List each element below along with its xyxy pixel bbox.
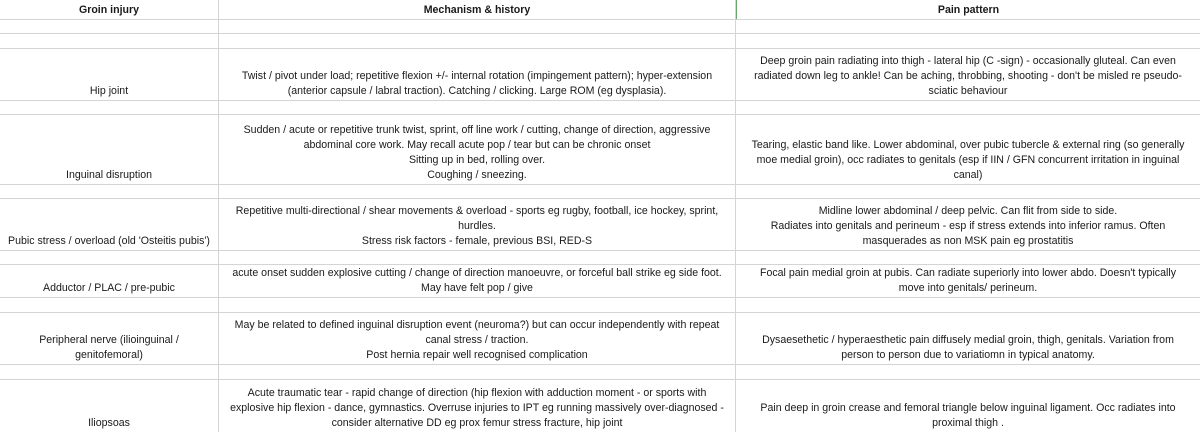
empty-cell[interactable]	[219, 34, 736, 48]
mechanism-line: explosive hip flexion - dance, gymnastics. Overruse injuries to IPT eg running massively over-diagnosed -	[230, 402, 724, 414]
mechanism-line: May be related to defined inguinal disruption event (neuroma?) but can occur independently with repeat	[234, 319, 720, 331]
pain-line: Radiates into genitals and perineum - esp if stress extends into inferior ramus. Often	[770, 220, 1166, 232]
table-row-pubic-stress[interactable]	[0, 199, 1200, 251]
empty-cell[interactable]	[736, 298, 1200, 312]
empty-cell[interactable]	[219, 20, 736, 33]
pain-cell[interactable]	[736, 115, 1200, 184]
table-row-adductor[interactable]	[0, 265, 1200, 298]
injury-cell[interactable]	[0, 313, 219, 364]
pain-line: Tearing, elastic band like. Lower abdominal, over pubic tubercle & external ring (so generally	[751, 139, 1185, 151]
pain-line: Focal pain medial groin at pubis. Can radiate superiorly into lower abdo. Doesn't typically	[760, 267, 1176, 279]
mechanism-line: Repetitive multi-directional / shear movements & overload - sports eg rugby, football, ice hockey, sprint,	[235, 205, 719, 217]
pain-line: person to person due to variatiomn in typical anatomy.	[841, 349, 1095, 361]
injury-name-line: Peripheral nerve (ilioinguinal /	[39, 334, 179, 346]
empty-cell[interactable]	[219, 185, 736, 198]
pain-line: radiated down leg to ankle! Can be aching, throbbing, shooting - don't be misled re pseudo-	[754, 70, 1182, 82]
pain-line: moe medial groin), occ radiates to genitals (esp if IIN / GFN concurrent irritation in inguinal	[756, 154, 1180, 166]
pain-cell[interactable]	[736, 313, 1200, 364]
injury-cell[interactable]	[0, 265, 219, 297]
mechanism-line: Twist / pivot under load; repetitive flexion +/- internal rotation (impingement pattern); hyper-extension	[241, 70, 713, 82]
mechanism-line: Acute traumatic tear - rapid change of direction (hip flexion with adduction moment - or sports with	[247, 387, 707, 399]
mechanism-line: Coughing / sneezing.	[427, 169, 527, 181]
mechanism-line: hurdles.	[458, 220, 496, 232]
injury-cell[interactable]	[0, 380, 219, 432]
empty-cell[interactable]	[0, 20, 219, 33]
pain-cell[interactable]	[736, 199, 1200, 250]
table-row-peripheral-nerve[interactable]	[0, 313, 1200, 365]
mechanism-line: abdominal core work. May recall acute pop / tear but can be chronic onset	[303, 139, 651, 151]
empty-cell[interactable]	[0, 251, 219, 264]
empty-cell[interactable]	[736, 185, 1200, 198]
mechanism-cell[interactable]	[219, 380, 736, 432]
mechanism-cell[interactable]	[219, 115, 736, 184]
empty-cell[interactable]	[0, 101, 219, 114]
empty-cell[interactable]	[219, 365, 736, 379]
mechanism-cell[interactable]	[219, 265, 736, 297]
table-row-inguinal-disruption[interactable]	[0, 115, 1200, 185]
pain-cell[interactable]	[736, 265, 1200, 297]
mechanism-cell[interactable]	[219, 49, 736, 100]
pain-line: sciatic behaviour	[928, 85, 1008, 97]
mechanism-line: Stress risk factors - female, previous BSI, RED-S	[361, 235, 593, 247]
mechanism-line: canal stress / traction.	[425, 334, 529, 346]
pain-cell[interactable]	[736, 49, 1200, 100]
empty-cell[interactable]	[736, 251, 1200, 264]
empty-cell[interactable]	[219, 101, 736, 114]
empty-cell[interactable]	[0, 298, 219, 312]
pain-line: Midline lower abdominal / deep pelvic. Can flit from side to side.	[818, 205, 1118, 217]
pain-line: proximal thigh .	[932, 417, 1004, 429]
pain-cell[interactable]	[736, 380, 1200, 432]
injury-name-line: genitofemoral)	[75, 349, 143, 361]
empty-cell[interactable]	[736, 34, 1200, 48]
empty-row[interactable]	[0, 34, 1200, 49]
pain-line: Pain deep in groin crease and femoral triangle below inguinal ligament. Occ radiates into	[760, 402, 1176, 414]
injury-name: Iliopsoas	[88, 417, 130, 429]
empty-row[interactable]	[0, 101, 1200, 115]
empty-cell[interactable]	[0, 365, 219, 379]
header-row	[0, 0, 1200, 20]
mechanism-line: (anterior capsule / labral traction). Catching / clicking. Large ROM (eg dysplasia).	[287, 85, 667, 97]
empty-cell[interactable]	[219, 298, 736, 312]
column-header-mechanism[interactable]: Mechanism & history	[219, 0, 736, 19]
table-row-hip-joint[interactable]	[0, 49, 1200, 101]
mechanism-line: consider alternative DD eg prox femur stress fracture, hip joint	[331, 417, 623, 429]
mechanism-line: Sitting up in bed, rolling over.	[408, 154, 546, 166]
injury-cell[interactable]	[0, 115, 219, 184]
empty-row[interactable]	[0, 20, 1200, 34]
injury-name: Pubic stress / overload (old 'Osteitis pubis')	[8, 235, 210, 247]
injury-name: Adductor / PLAC / pre-pubic	[43, 282, 175, 294]
empty-row[interactable]	[0, 365, 1200, 380]
column-header-groin-injury[interactable]: Groin injury	[0, 0, 219, 19]
pain-line: move into genitals/ perineum.	[898, 282, 1038, 294]
table-row-iliopsoas[interactable]	[0, 380, 1200, 432]
mechanism-cell[interactable]	[219, 313, 736, 364]
injury-cell[interactable]	[0, 199, 219, 250]
column-header-pain-pattern[interactable]: Pain pattern	[736, 0, 1200, 19]
mechanism-line: Sudden / acute or repetitive trunk twist, sprint, off line work / cutting, change of direction, aggressive	[243, 124, 711, 136]
pain-line: Deep groin pain radiating into thigh - lateral hip (C -sign) - occasionally gluteal. Can even	[760, 55, 1176, 67]
mechanism-line: May have felt pop / give	[421, 282, 533, 294]
empty-row[interactable]	[0, 185, 1200, 199]
empty-cell[interactable]	[736, 365, 1200, 379]
empty-row[interactable]	[0, 251, 1200, 265]
empty-cell[interactable]	[736, 101, 1200, 114]
pain-line: canal)	[953, 169, 983, 181]
mechanism-cell[interactable]	[219, 199, 736, 250]
empty-cell[interactable]	[736, 20, 1200, 33]
empty-row[interactable]	[0, 298, 1200, 313]
injury-cell[interactable]	[0, 49, 219, 100]
pain-line: Dysaesethetic / hyperaesthetic pain diffusely medial groin, thigh, genitals. Variation from	[762, 334, 1174, 346]
mechanism-line: acute onset sudden explosive cutting / change of direction manoeuvre, or forceful ball strike eg side foot.	[232, 267, 722, 279]
pain-line: masquerades as non MSK pain eg prostatitis	[862, 235, 1074, 247]
injury-name: Inguinal disruption	[66, 169, 152, 181]
mechanism-line: Post hernia repair well recognised complication	[366, 349, 588, 361]
injury-name: Hip joint	[89, 85, 129, 97]
empty-cell[interactable]	[0, 34, 219, 48]
empty-cell[interactable]	[0, 185, 219, 198]
empty-cell[interactable]	[219, 251, 736, 264]
